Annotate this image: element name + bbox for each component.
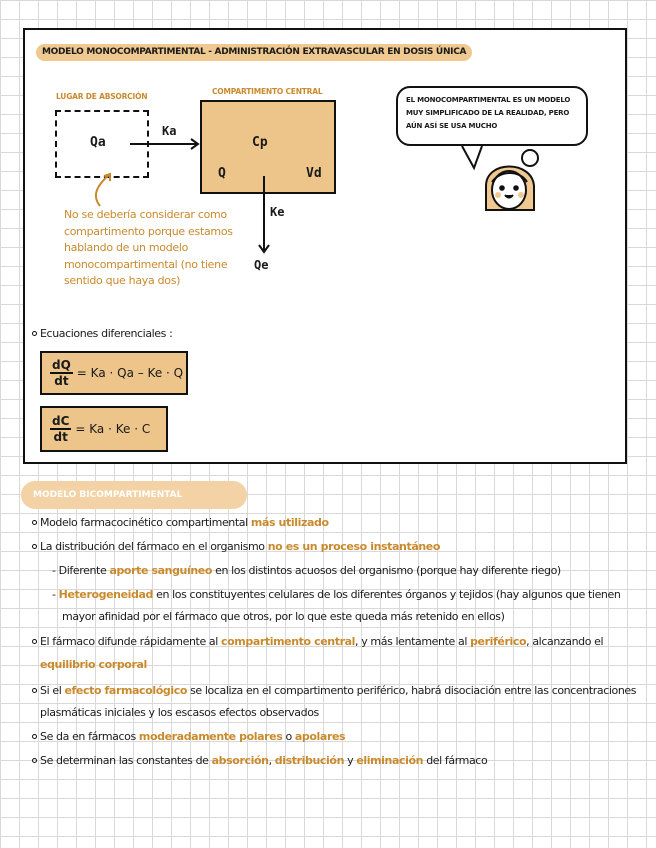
text: , alcanzando el	[526, 635, 604, 648]
numerator: dC	[52, 414, 70, 428]
speech-bubble: EL MONOCOMPARTIMENTAL ES UN MODELO MUY SIMPLIFICADO DE LA REALIDAD, PERO AÚN ASÍ SE USA MUCHO	[396, 86, 588, 146]
text: o	[282, 730, 295, 743]
highlight: moderadamente polares	[138, 730, 283, 743]
bullet-4	[40, 681, 636, 701]
highlight: efecto farmacológico	[64, 684, 187, 697]
bullet-2	[40, 537, 440, 557]
text: Diferente	[58, 564, 110, 577]
bullet-6	[40, 751, 487, 771]
text: del fármaco	[423, 754, 488, 767]
bullet-3-cont: equilibrio corporal	[40, 658, 147, 671]
highlight: aporte sanguíneo	[109, 564, 212, 577]
highlight: distribución	[274, 754, 344, 767]
highlight: eliminación	[356, 754, 424, 767]
girl-avatar-icon	[486, 150, 538, 210]
text: La distribución del fármaco en el organismo	[40, 540, 268, 553]
sub-bullet-1: - Diferente aporte sanguíneo en los distintos acuosos del organismo (porque hay diferente riego)	[52, 564, 561, 577]
text: Si el	[40, 684, 65, 697]
highlight: no es un proceso instantáneo	[267, 540, 441, 553]
text: El fármaco difunde rápidamente al	[40, 635, 222, 648]
text: se localiza en el compartimento periférico, habrá disociación entre las concentraciones	[187, 684, 637, 697]
bullet-4-cont: plasmáticas iniciales y los escasos efectos observados	[40, 706, 319, 719]
ka-arrow	[130, 139, 198, 149]
numerator: dQ	[52, 358, 71, 372]
text: en los distintos acuosos del organismo (porque hay diferente riego)	[212, 564, 561, 577]
ka-label: Ka	[162, 124, 177, 138]
text: en los constituyentes celulares de los diferentes órganos y tejidos (hay algunos que tienen	[153, 588, 621, 601]
vd-label: Vd	[306, 166, 322, 181]
cp-label: Cp	[252, 135, 268, 150]
highlight: apolares	[294, 730, 346, 743]
bullet-5	[40, 727, 345, 747]
equation-rhs: = Ka · Ke · C	[75, 422, 151, 436]
equations-heading: Ecuaciones diferenciales :	[40, 324, 172, 344]
ke-arrow	[259, 176, 269, 252]
fraction	[50, 414, 71, 444]
absorption-site-label: LUGAR DE ABSORCIÓN	[56, 92, 148, 101]
equation-dc-dt	[40, 406, 168, 452]
highlight: absorción	[211, 754, 269, 767]
highlight: periférico	[470, 635, 527, 648]
denominator: dt	[53, 430, 68, 444]
q-label: Q	[218, 166, 226, 181]
equation-dq-dt	[40, 351, 188, 395]
text: ,	[268, 754, 275, 767]
bullet-1	[40, 513, 329, 533]
qa-label: Qa	[90, 135, 106, 150]
equation-rhs: = Ka · Qa – Ke · Q	[76, 366, 184, 380]
page-title: MODELO MONOCOMPARTIMENTAL - ADMINISTRACIÓN EXTRAVASCULAR EN DOSIS ÚNICA	[36, 44, 472, 61]
orange-annotation: No se debería considerar como compartimento porque estamos hablando de un modelo monocompartimental (no tiene sentido que haya dos)	[64, 208, 233, 287]
ke-label: Ke	[270, 205, 285, 219]
text: y	[344, 754, 357, 767]
central-compartment-label: COMPARTIMENTO CENTRAL	[212, 87, 323, 96]
note-pointer-arrow	[96, 174, 110, 206]
sub-bullet-2-cont: mayor afinidad por el fármaco que otros, por lo que este queda más retenido en ellos)	[62, 610, 505, 623]
highlight: más utilizado	[250, 516, 329, 529]
sub-bullet-2: - Heterogeneidad en los constituyentes celulares de los diferentes órganos y tejidos (hay algunos que tienen	[52, 588, 621, 601]
highlight: Heterogeneidad	[58, 588, 154, 601]
text: Se da en fármacos	[40, 730, 139, 743]
bubble-tail	[462, 146, 482, 168]
text: Se determinan las constantes de	[40, 754, 212, 767]
bullet-3	[40, 632, 603, 652]
text: , y más lentamente al	[355, 635, 471, 648]
text: Modelo farmacocinético compartimental	[40, 516, 251, 529]
fraction	[50, 358, 73, 388]
qe-label: Qe	[254, 258, 269, 272]
denominator: dt	[54, 374, 69, 388]
section-heading: MODELO BICOMPARTIMENTAL	[21, 481, 247, 509]
highlight: compartimento central	[221, 635, 356, 648]
